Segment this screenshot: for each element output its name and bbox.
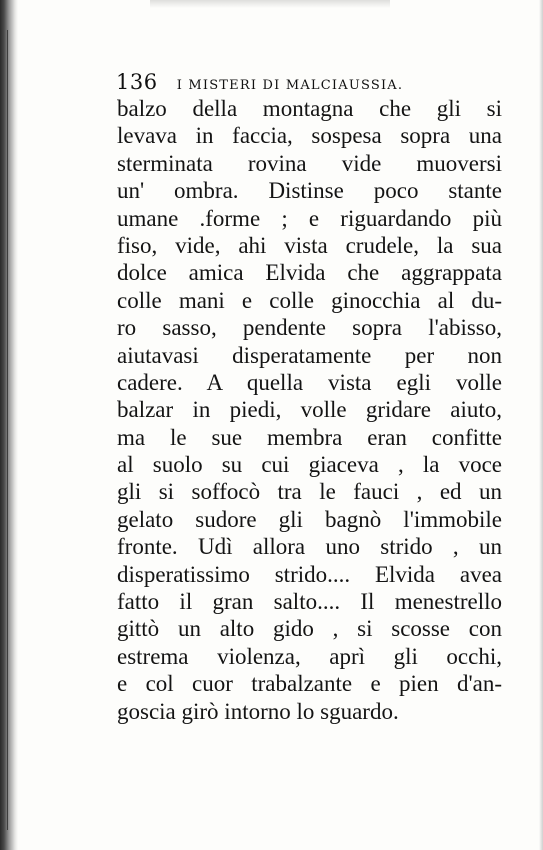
text-line: e col cuor trabalzante e pien d'an-	[117, 671, 502, 697]
gutter-edge-line	[7, 30, 8, 830]
text-line: levava in faccia, sospesa sopra una	[117, 123, 502, 149]
page-number: 136	[116, 70, 158, 94]
running-title: I MISTERI DI MALCIAUSSIA.	[176, 78, 404, 93]
text-line: balzo della montagna che gli si	[117, 96, 502, 121]
text-line: ro sasso, pendente sopra l'abisso,	[117, 315, 502, 341]
text-line: gelato sudore gli bagnò l'immobile	[117, 506, 502, 532]
text-line: dolce amica Elvida che aggrappata	[117, 260, 502, 286]
text-line: fatto il gran salto.... Il menestrello	[117, 589, 502, 615]
text-line: estrema violenza, aprì gli occhi,	[117, 643, 502, 669]
top-smudge	[150, 0, 390, 8]
text-line: fronte. Udì allora uno strido , un	[117, 534, 502, 560]
text-line: gittò un alto gido , si scosse con	[117, 616, 502, 642]
text-line: fiso, vide, ahi vista crudele, la sua	[117, 232, 502, 258]
text-line: ma le sue membra eran confitte	[117, 424, 502, 450]
text-line-last: goscia girò intorno lo sguardo.	[117, 698, 399, 724]
text-line: aiutavasi disperatamente per non	[117, 342, 502, 368]
page-right-edge	[539, 0, 543, 850]
text-line: umane .forme ; e riguardando più	[117, 205, 502, 231]
text-line: al suolo su cui giaceva , la voce	[117, 452, 502, 478]
text-line: colle mani e colle ginocchia al du-	[117, 287, 502, 313]
page-header	[116, 70, 476, 94]
body-text	[117, 95, 502, 725]
binding-gutter	[0, 0, 18, 850]
text-line: disperatissimo strido.... Elvida avea	[117, 561, 502, 587]
text-line: cadere. A quella vista egli volle	[117, 369, 502, 395]
text-line: sterminata rovina vide muoversi	[117, 150, 502, 176]
text-line: balzar in piedi, volle gridare aiuto,	[117, 397, 502, 423]
text-line: gli si soffocò tra le fauci , ed un	[117, 479, 502, 505]
text-line: un' ombra. Distinse poco stante	[117, 178, 502, 204]
